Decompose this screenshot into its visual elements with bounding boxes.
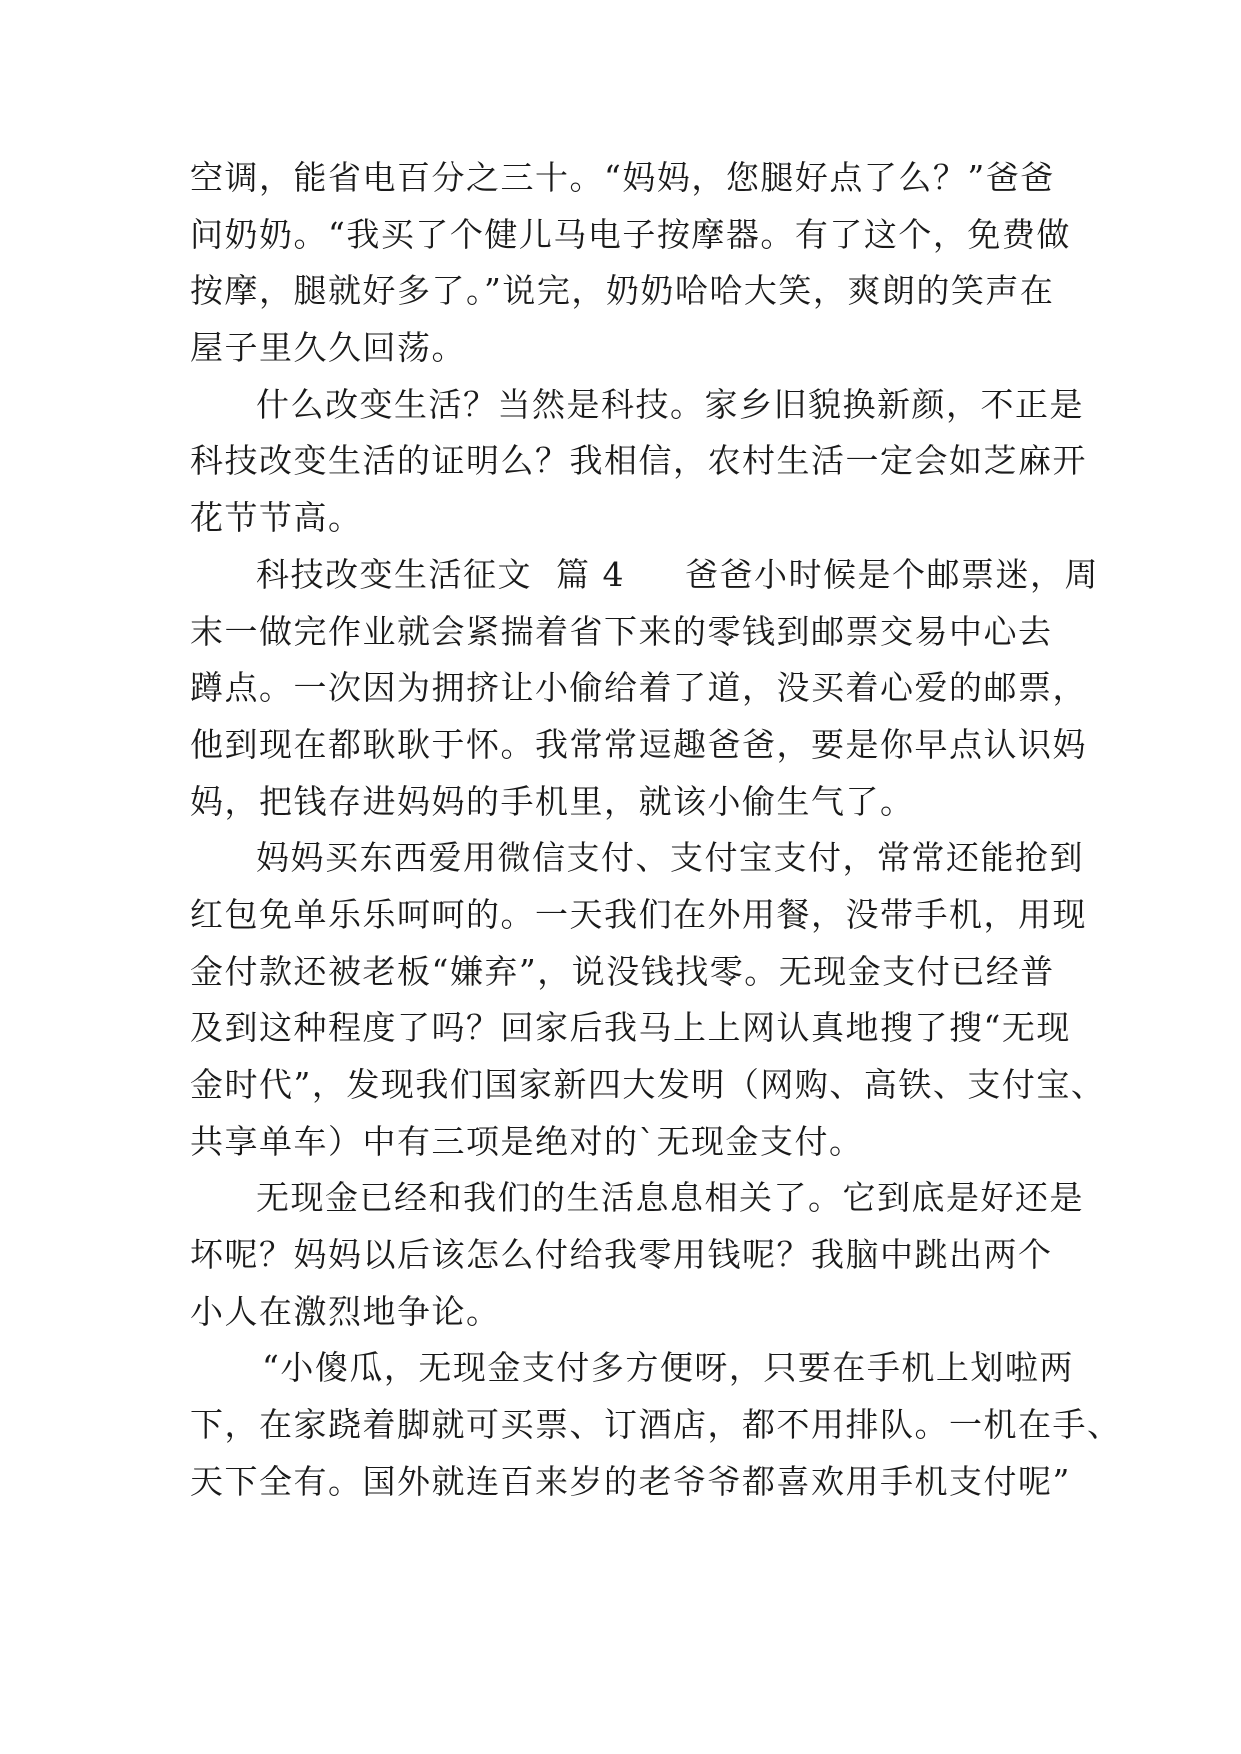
text-line: 花节节高。	[190, 498, 363, 538]
text-line: 金时代”，发现我们国家新四大发明（网购、高铁、支付宝、	[190, 1065, 1106, 1104]
text-line: 小人在激烈地争论。	[190, 1291, 501, 1331]
text-line: 问奶奶。“我买了个健儿马电子按摩器。有了这个，免费做	[190, 214, 1071, 254]
text-line: 天下全有。国外就连百来岁的老爷爷都喜欢用手机支付呢”	[190, 1461, 1071, 1501]
text-line: 科技改变生活的证明么？我相信，农村生活一定会如芝麻开	[190, 441, 1087, 481]
section-heading: 科技改变生活征文 篇 4	[256, 554, 625, 594]
text-line: 末一做完作业就会紧揣着省下来的零钱到邮票交易中心去	[190, 611, 1053, 651]
text-line: 红包免单乐乐呵呵的。一天我们在外用餐，没带手机，用现	[190, 894, 1087, 934]
text-line: 妈，把钱存进妈妈的手机里，就该小偷生气了。	[190, 781, 915, 821]
text-line: 坏呢？妈妈以后该怎么付给我零用钱呢？我脑中跳出两个	[190, 1235, 1053, 1275]
text-line: 屋子里久久回荡。	[190, 328, 466, 368]
text-line: 共享单车）中有三项是绝对的`无现金支付。	[190, 1121, 864, 1161]
text-line: 什么改变生活？当然是科技。家乡旧貌换新颜，不正是	[256, 384, 1084, 424]
section-heading-line	[190, 547, 1099, 604]
text-line: 金付款还被老板“嫌弃”，说没钱找零。无现金支付已经普	[190, 951, 1055, 991]
text-line: 蹲点。一次因为拥挤让小偷给着了道，没买着心爱的邮票，	[190, 668, 1087, 708]
text-line: 爸爸小时候是个邮票迷，周	[684, 554, 1099, 594]
text-line: 下，在家跷着脚就可买票、订酒店，都不用排队。一机在手、	[190, 1405, 1122, 1445]
text-line: 及到这种程度了吗？回家后我马上上网认真地搜了搜“无现	[190, 1008, 1071, 1048]
text-line: 按摩，腿就好多了。”说完，奶奶哈哈大笑，爽朗的笑声在	[190, 271, 1055, 311]
text-line: “小傻瓜，无现金支付多方便呀，只要在手机上划啦两	[262, 1348, 1074, 1388]
text-line: 空调，能省电百分之三十。“妈妈，您腿好点了么？”爸爸	[190, 158, 1055, 197]
text-line: 他到现在都耿耿于怀。我常常逗趣爸爸，要是你早点认识妈	[190, 724, 1087, 764]
text-line: 妈妈买东西爱用微信支付、支付宝支付，常常还能抢到	[256, 838, 1084, 878]
document-body	[190, 150, 1122, 1511]
text-line: 无现金已经和我们的生活息息相关了。它到底是好还是	[256, 1178, 1084, 1218]
